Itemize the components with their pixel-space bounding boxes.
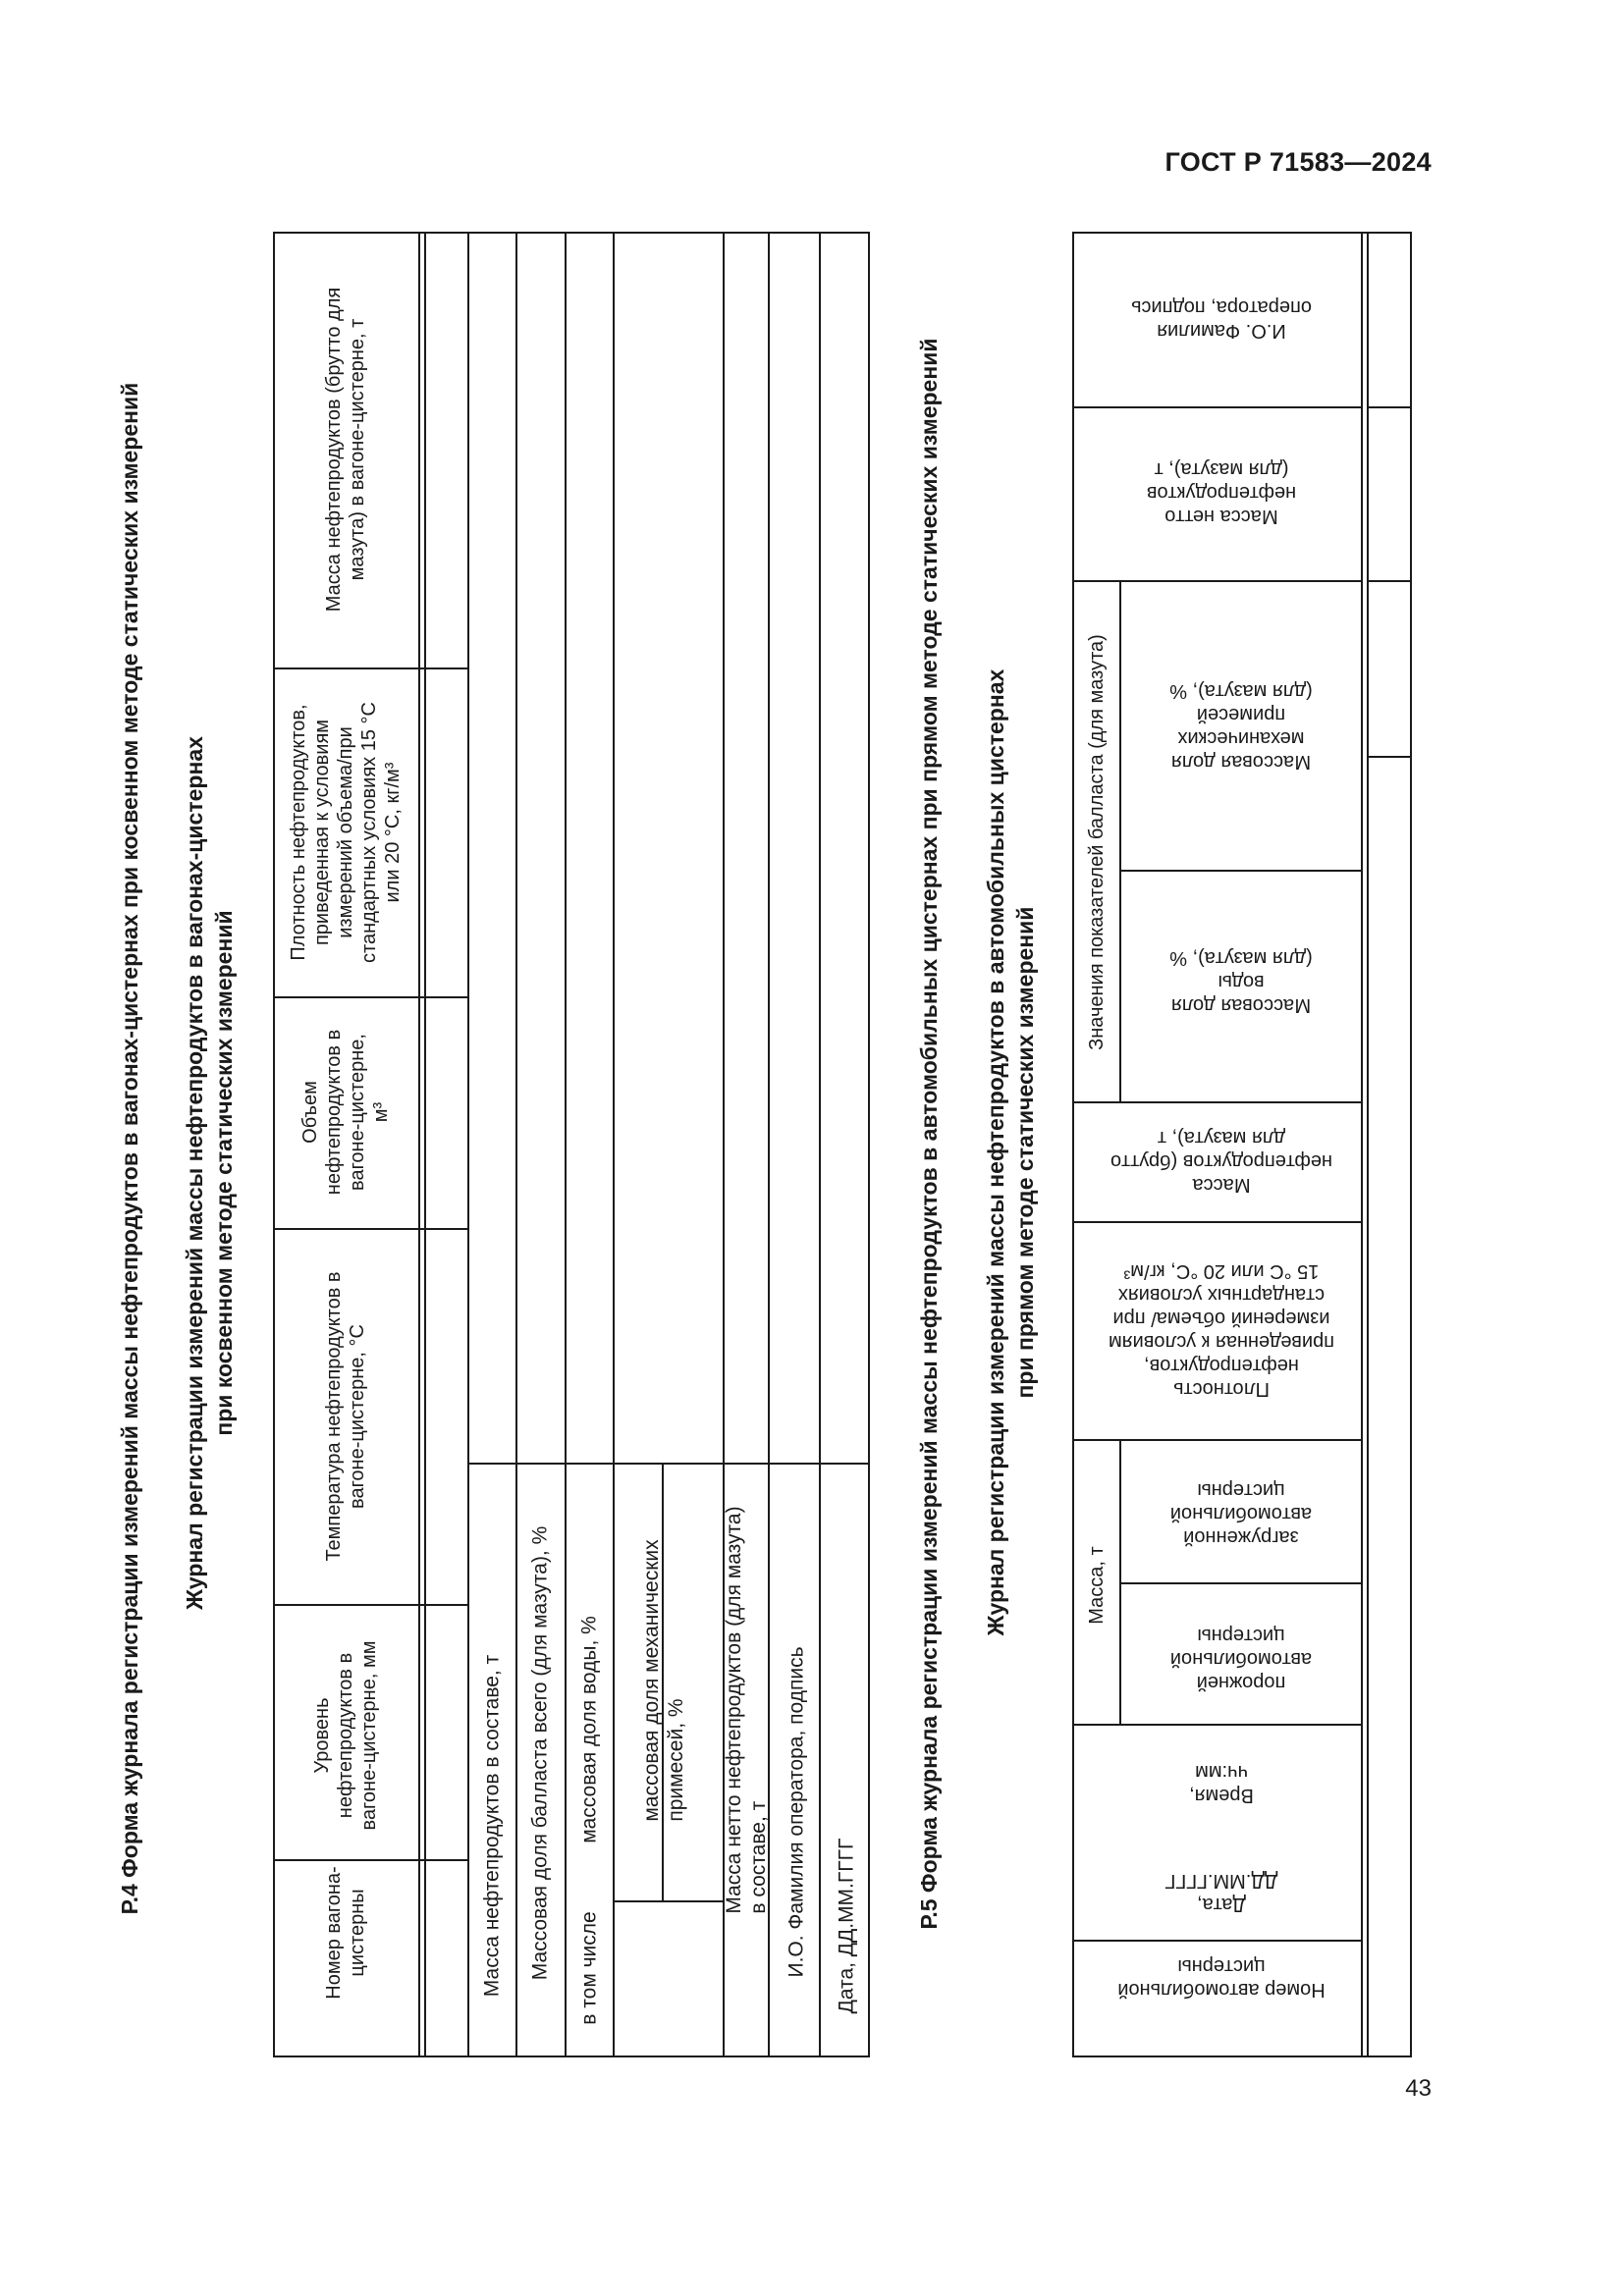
- p4-col-density: Плотность нефтепродуктов, приведенная к условиям измерений объема/при стандартных условиях 15 °С или 20 °С, кг/м³: [288, 702, 404, 963]
- p4-operator: И.О. Фамилия оператора, подпись: [785, 1646, 808, 1978]
- document-code: ГОСТ Р 71583—2024: [1164, 147, 1432, 177]
- page-number: 43: [1405, 2075, 1432, 2102]
- p5-title-line1: Журнал регистрации измерений массы нефтепродуктов в автомобильных цистернах: [983, 668, 1008, 1636]
- p4-col-level: Уровень нефтепродуктов в вагоне-цистерне, мм: [311, 1640, 380, 1831]
- p4-col-gross-mass: Масса нефтепродуктов (брутто для мазута) в вагоне-цистерне, т: [323, 287, 368, 613]
- p5-group-mass: Масса, т: [1086, 1546, 1108, 1625]
- p5-col-tank-number: Номер автомобильной цистерны: [1117, 1955, 1326, 2001]
- p4-date: Дата, ДД.ММ.ГГГГ: [835, 1838, 858, 2014]
- p4-caption: Р.4 Форма журнала регистрации измерений массы нефтепродуктов в вагонах-цистернах при косвенном методе статических измерений: [117, 382, 142, 1915]
- p5-col-date: Дата, ДД.ММ.ГГГГ: [1164, 1870, 1278, 1915]
- p5-col-empty-mass: порожней автомобильной цистерны: [1169, 1625, 1313, 1693]
- p5-caption: Р.5 Форма журнала регистрации измерений массы нефтепродуктов в автомобильных цистернах при прямом методе статических измерений: [916, 338, 942, 1930]
- p5-col-loaded-mass: загруженной автомобильной цистерны: [1169, 1479, 1313, 1548]
- p5-col-gross-mass: Масса нефтепродуктов (брутто для мазута), т: [1110, 1127, 1332, 1196]
- p4-col-tank-number: Номер вагона- цистерны: [323, 1866, 368, 2000]
- p4-title-line2: при косвенном методе статических измерений: [211, 910, 237, 1436]
- p4-mechanical-impurities: массовая доля механических примесей, %: [640, 1539, 687, 1822]
- p5-title-line2: при прямом методе статических измерений: [1012, 906, 1038, 1399]
- p5-col-density: Плотность нефтепродуктов, приведенная к условиям измерений объема/ при стандартных условиях 15 °С или 20 °С, кг/м³: [1108, 1260, 1335, 1400]
- p5-col-operator: И.О. Фамилия оператора, подпись: [1131, 296, 1312, 342]
- p4-mass-in-train: Масса нефтепродуктов в составе, т: [480, 1654, 504, 1998]
- p5-col-mechanical: Массовая доля механических примесей (для мазута), %: [1169, 680, 1313, 773]
- p5-group-ballast: Значения показателей балласта (для мазута): [1086, 634, 1108, 1050]
- p4-ballast-total: Массовая доля балласта всего (для мазута), %: [528, 1525, 552, 1981]
- p4-title-line1: Журнал регистрации измерений массы нефтепродуктов в вагонах-цистернах: [182, 736, 207, 1610]
- p5-col-time: Время, чч:мм: [1189, 1761, 1254, 1806]
- p5-col-net-mass: Масса нетто нефтепродуктов (для мазута), т: [1146, 458, 1297, 527]
- p4-col-volume: Объем нефтепродуктов в вагоне-цистерне, м³: [299, 1029, 392, 1196]
- p4-including: в том числе: [577, 1911, 601, 2025]
- p4-col-temperature: Температура нефтепродуктов в вагоне-цистерне, °С: [323, 1271, 368, 1562]
- p5-col-water: Массовая доля воды (для мазута), %: [1169, 947, 1313, 1016]
- p4-net-mass: Масса нетто нефтепродуктов (для мазута) в составе, т: [723, 1506, 770, 1914]
- p4-water-share: массовая доля воды, %: [577, 1616, 601, 1843]
